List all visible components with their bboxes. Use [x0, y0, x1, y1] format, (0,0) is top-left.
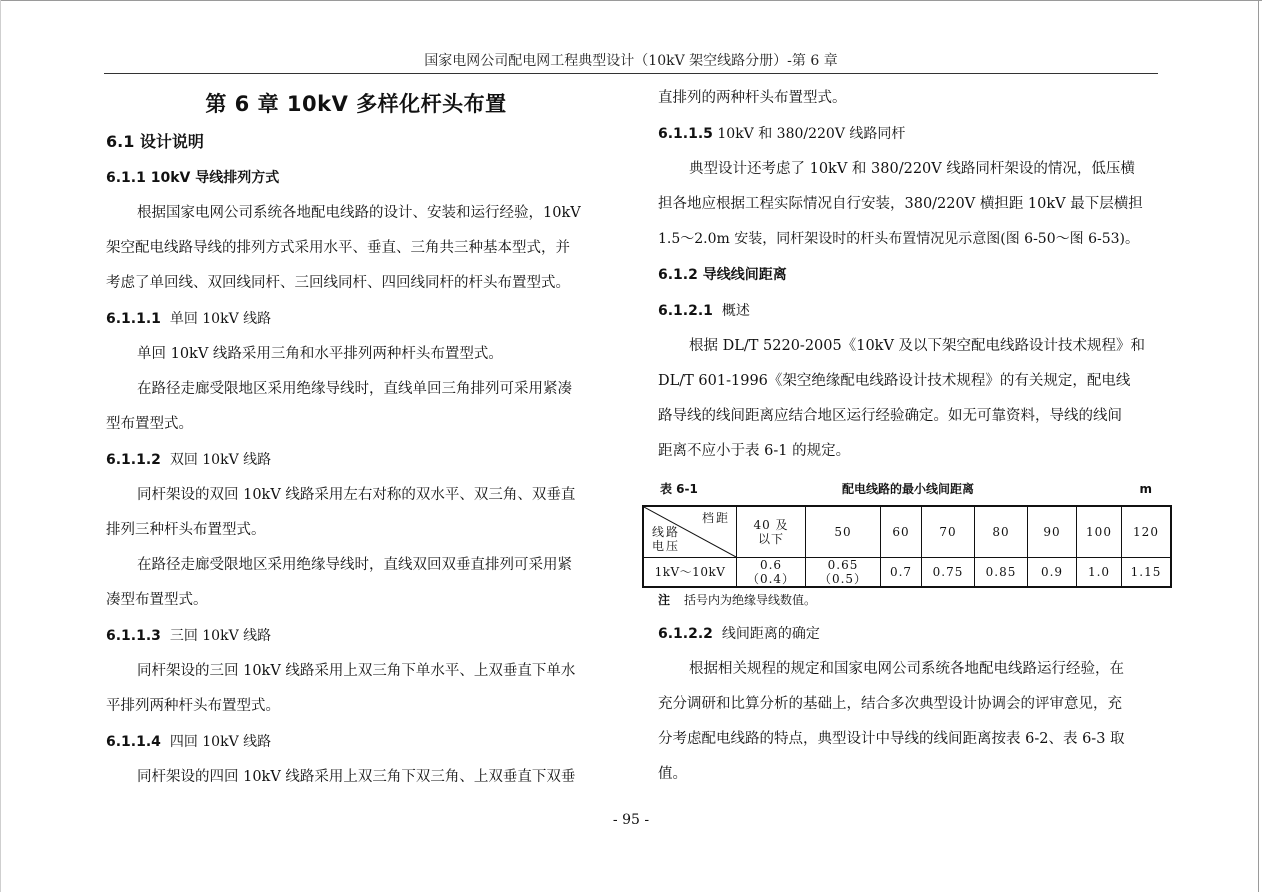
- section-number: 6.1.2.2: [658, 626, 713, 642]
- paragraph-line: 值。: [658, 766, 687, 782]
- section-number: 6.1.2.1: [658, 303, 713, 319]
- section-title: 三回 10kV 线路: [169, 628, 272, 644]
- section-6-1-2-heading: 6.1.2 导线线间距离: [658, 267, 787, 283]
- section-title: 双回 10kV 线路: [169, 452, 272, 468]
- paragraph-line: 距离不应小于表 6-1 的规定。: [658, 443, 851, 459]
- running-header: 国家电网公司配电网工程典型设计（10kV 架空线路分册）-第 6 章: [424, 53, 838, 69]
- section-number: 6.1.1.2: [106, 452, 161, 468]
- table-unit: m: [1139, 482, 1152, 496]
- paragraph-line: 分考虑配电线路的特点，典型设计中导线的线间距离按表 6-2、表 6-3 取: [658, 731, 1125, 747]
- paragraph-line: 凑型布置型式。: [106, 592, 208, 608]
- table-caption: [658, 473, 1158, 505]
- paragraph-line: 同杆架设的四回 10kV 线路采用上双三角下双三角、上双垂直下双垂: [137, 769, 576, 785]
- paragraph-line: 同杆架设的双回 10kV 线路采用左右对称的双水平、双三角、双垂直: [137, 487, 576, 503]
- right-column: [652, 81, 1162, 792]
- section-number: 6.1.1.4: [106, 734, 161, 750]
- section-6-1-1-3-heading: [106, 618, 606, 654]
- section-title: 10kV 和 380/220V 线路同杆: [717, 126, 906, 142]
- table-cell: 0.75: [922, 558, 975, 588]
- table-header-cell: 50: [806, 506, 881, 558]
- section-6-1-1-2-heading: [106, 442, 606, 478]
- section-title: 单回 10kV 线路: [169, 311, 272, 327]
- table-cell: 0.7: [881, 558, 922, 588]
- table-cell: [737, 558, 806, 588]
- section-6-1-1-5-heading: [658, 116, 1158, 152]
- table-header-cell: 80: [975, 506, 1028, 558]
- table-note: [658, 588, 1158, 612]
- paragraph-line: 根据国家电网公司系统各地配电线路的设计、安装和运行经验，10kV: [137, 205, 581, 221]
- corner-label-line: 线路: [652, 525, 681, 539]
- paragraph-line: 1.5～2.0m 安装，同杆架设时的杆头布置情况见示意图(图 6-50～图 6-53)。: [658, 231, 1139, 247]
- table-row-label: 1kV～10kV: [643, 558, 737, 588]
- section-number: 6.1.1.3: [106, 628, 161, 644]
- table-cell: 0.9: [1028, 558, 1077, 588]
- cell-text: 0.65: [827, 558, 859, 572]
- section-title: 四回 10kV 线路: [169, 734, 272, 750]
- paragraph-line: 考虑了单回线、双回线同杆、三回线同杆、四回线同杆的杆头布置型式。: [106, 275, 570, 291]
- table-row: [643, 558, 1171, 588]
- section-6-1-heading: 6.1 设计说明: [106, 132, 204, 151]
- header-rule: [104, 73, 1158, 74]
- paragraph-line: 典型设计还考虑了 10kV 和 380/220V 线路同杆架设的情况，低压横: [689, 161, 1135, 177]
- paragraph-line: 单回 10kV 线路采用三角和水平排列两种杆头布置型式。: [137, 346, 503, 362]
- page-frame-left: [0, 0, 1, 892]
- section-6-1-1-heading: 6.1.1 10kV 导线排列方式: [106, 170, 280, 186]
- note-text: 括号内为绝缘导线数值。: [684, 593, 817, 607]
- paragraph-line: 同杆架设的三回 10kV 线路采用上双三角下单水平、上双垂直下单水: [137, 663, 576, 679]
- corner-label-voltage: 电压: [652, 539, 681, 553]
- header-text: 40 及: [753, 518, 789, 532]
- cell-text: （0.4）: [746, 572, 796, 586]
- min-distance-table: [642, 505, 1172, 588]
- header-text: 以下: [757, 532, 784, 546]
- section-number: 6.1.1.5: [658, 126, 713, 142]
- paragraph-line: 在路径走廊受限地区采用绝缘导线时，直线双回双垂直排列可采用紧: [137, 557, 572, 573]
- paragraph-line: 平排列两种杆头布置型式。: [106, 698, 280, 714]
- paragraph-line: DL/T 601-1996《架空绝缘配电线路设计技术规程》的有关规定，配电线: [658, 373, 1131, 389]
- table-number: 表 6-1: [660, 482, 698, 496]
- table-cell: 1.15: [1122, 558, 1172, 588]
- chapter-title: 第 6 章 10kV 多样化杆头布置: [205, 92, 507, 116]
- section-6-1-2-1-heading: [658, 293, 1158, 329]
- section-title: 线间距离的确定: [721, 626, 820, 642]
- table-cell: 1.0: [1077, 558, 1122, 588]
- table-header-cell: 100: [1077, 506, 1122, 558]
- page-frame-top: [0, 0, 1262, 1]
- corner-label-span: 档距: [701, 511, 730, 525]
- paragraph-line: 在路径走廊受限地区采用绝缘导线时，直线单回三角排列可采用紧凑: [137, 381, 572, 397]
- cell-text: 0.6: [759, 558, 783, 572]
- cell-text: （0.5）: [818, 572, 868, 586]
- table-corner-cell: [643, 506, 737, 558]
- paragraph-line: 担各地应根据工程实际情况自行安装，380/220V 横担距 10kV 最下层横担: [658, 196, 1143, 212]
- page-number: - 95 -: [612, 812, 650, 828]
- note-label: 注: [658, 593, 671, 607]
- table-header-cell: 70: [922, 506, 975, 558]
- table-cell: [806, 558, 881, 588]
- paragraph-line: 型布置型式。: [106, 416, 193, 432]
- paragraph-line: 直排列的两种杆头布置型式。: [658, 90, 847, 106]
- section-6-1-1-4-heading: [106, 724, 606, 760]
- paragraph-line: 根据 DL/T 5220-2005《10kV 及以下架空配电线路设计技术规程》和: [689, 338, 1146, 354]
- table-cell: 0.85: [975, 558, 1028, 588]
- table-title: 配电线路的最小线间距离: [841, 482, 974, 496]
- table-header-cell: 90: [1028, 506, 1077, 558]
- paragraph-line: 根据相关规程的规定和国家电网公司系统各地配电线路运行经验，在: [689, 661, 1124, 677]
- section-6-1-2-2-heading: [658, 616, 1158, 652]
- section-number: 6.1.1.1: [106, 311, 161, 327]
- paragraph-line: 排列三种杆头布置型式。: [106, 522, 266, 538]
- table-header-row: [643, 506, 1171, 558]
- paragraph-line: 充分调研和比算分析的基础上，结合多次典型设计协调会的评审意见，充: [658, 696, 1122, 712]
- section-6-1-1-1-heading: [106, 301, 606, 337]
- table-header-cell: 120: [1122, 506, 1172, 558]
- paragraph-line: 架空配电线路导线的排列方式采用水平、垂直、三角共三种基本型式，并: [106, 240, 570, 256]
- paragraph-line: 路导线的线间距离应结合地区运行经验确定。如无可靠资料，导线的线间: [658, 408, 1122, 424]
- table-header-cell: 60: [881, 506, 922, 558]
- section-title: 概述: [721, 303, 750, 319]
- table-header-cell: [737, 506, 806, 558]
- page-frame-right: [1258, 0, 1259, 892]
- left-column: [106, 84, 606, 795]
